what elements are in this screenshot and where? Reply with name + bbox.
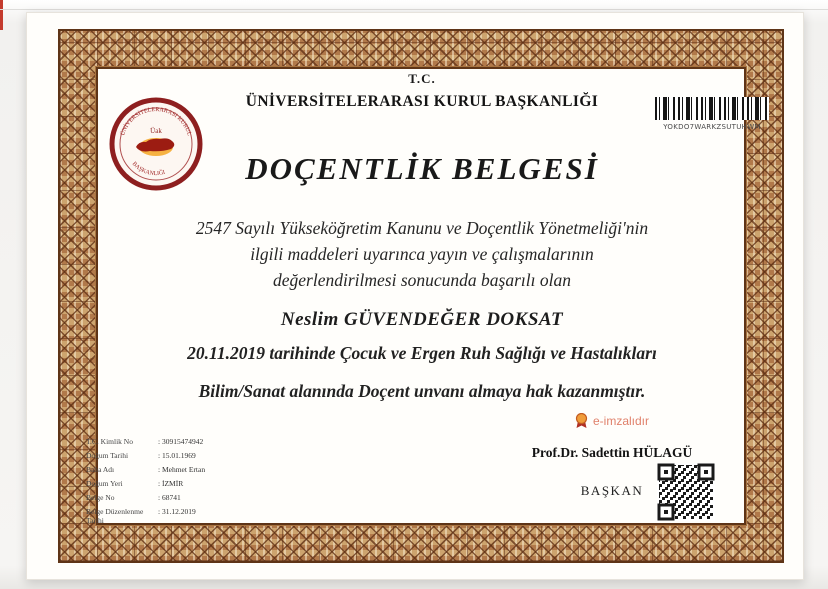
info-value: : 30915474942 (158, 437, 204, 446)
info-value: : 31.12.2019 (158, 507, 196, 516)
info-value: : 68741 (158, 493, 181, 502)
info-label: Doğum Yeri (86, 479, 123, 488)
issuing-organization: ÜNİVERSİTELERARASI KURUL BAŞKANLIĞI (245, 93, 599, 110)
certificate-document (26, 12, 804, 580)
page-top-hairline (0, 9, 828, 10)
ribbon-seal-icon (575, 413, 588, 429)
esign-label: e-imzalıdır (592, 414, 649, 428)
personal-info-block (86, 437, 346, 530)
info-value: : Mehmet Ertan (158, 465, 206, 474)
info-row-dogum-tarihi (86, 451, 346, 460)
barcode-code: YOKDO7WARKZSUTUHWM (663, 123, 761, 131)
signer-name: Prof.Dr. Sadettin HÜLAGÜ (531, 445, 693, 460)
qr-code-icon (657, 463, 715, 521)
signer-title: BAŞKAN (580, 483, 644, 498)
body-line-1: 2547 Sayılı Yükseköğretim Kanunu ve Doçentlik Yönetmeliği'nin (195, 218, 649, 238)
info-label: Belge Düzenlenme Tarihi (86, 507, 144, 525)
info-row-baba-adi (86, 465, 346, 474)
info-row-dogum-yeri (86, 479, 346, 488)
certificate-title: DOÇENTLİK BELGESİ (245, 151, 599, 186)
info-label: T.C. Kimlik No (86, 437, 133, 446)
certificate-body (94, 215, 750, 293)
info-label: Doğum Tarihi (86, 451, 129, 460)
info-label: Baba Adı (86, 465, 115, 474)
svg-text:BAŞKANLIĞI: BAŞKANLIĞI (130, 161, 166, 178)
info-row-kimlik (86, 437, 346, 446)
svg-text:ÜNİVERSİTELERARASI KURUL: ÜNİVERSİTELERARASI KURUL (120, 106, 192, 137)
award-statement-line: Bilim/Sanat alanında Doçent unvanı almaya hak kazanmıştır. (198, 381, 646, 401)
esign-badge (507, 413, 717, 429)
info-value: : İZMİR (158, 479, 184, 488)
barcode-block (653, 97, 771, 131)
recipient-name: Neslim GÜVENDEĞER DOKSAT (280, 309, 564, 330)
svg-text:Üak: Üak (150, 127, 162, 135)
state-abbreviation: T.C. (408, 71, 436, 86)
award-date-field-line: 20.11.2019 tarihinde Çocuk ve Ergen Ruh Sağlığı ve Hastalıkları (187, 343, 657, 363)
info-label: Belge No (86, 493, 115, 502)
info-value: : 15.01.1969 (158, 451, 196, 460)
qr-code-svg (657, 463, 715, 521)
body-line-2: ilgili maddeleri uyarınca yayın ve çalışmalarının (250, 244, 594, 264)
info-row-duzenlenme-tarihi (86, 507, 346, 525)
info-row-belge-no (86, 493, 346, 502)
body-line-3: değerlendirilmesi sonucunda başarılı olan (273, 270, 571, 290)
page-edge-accent (0, 0, 3, 30)
barcode-icon (655, 97, 769, 120)
